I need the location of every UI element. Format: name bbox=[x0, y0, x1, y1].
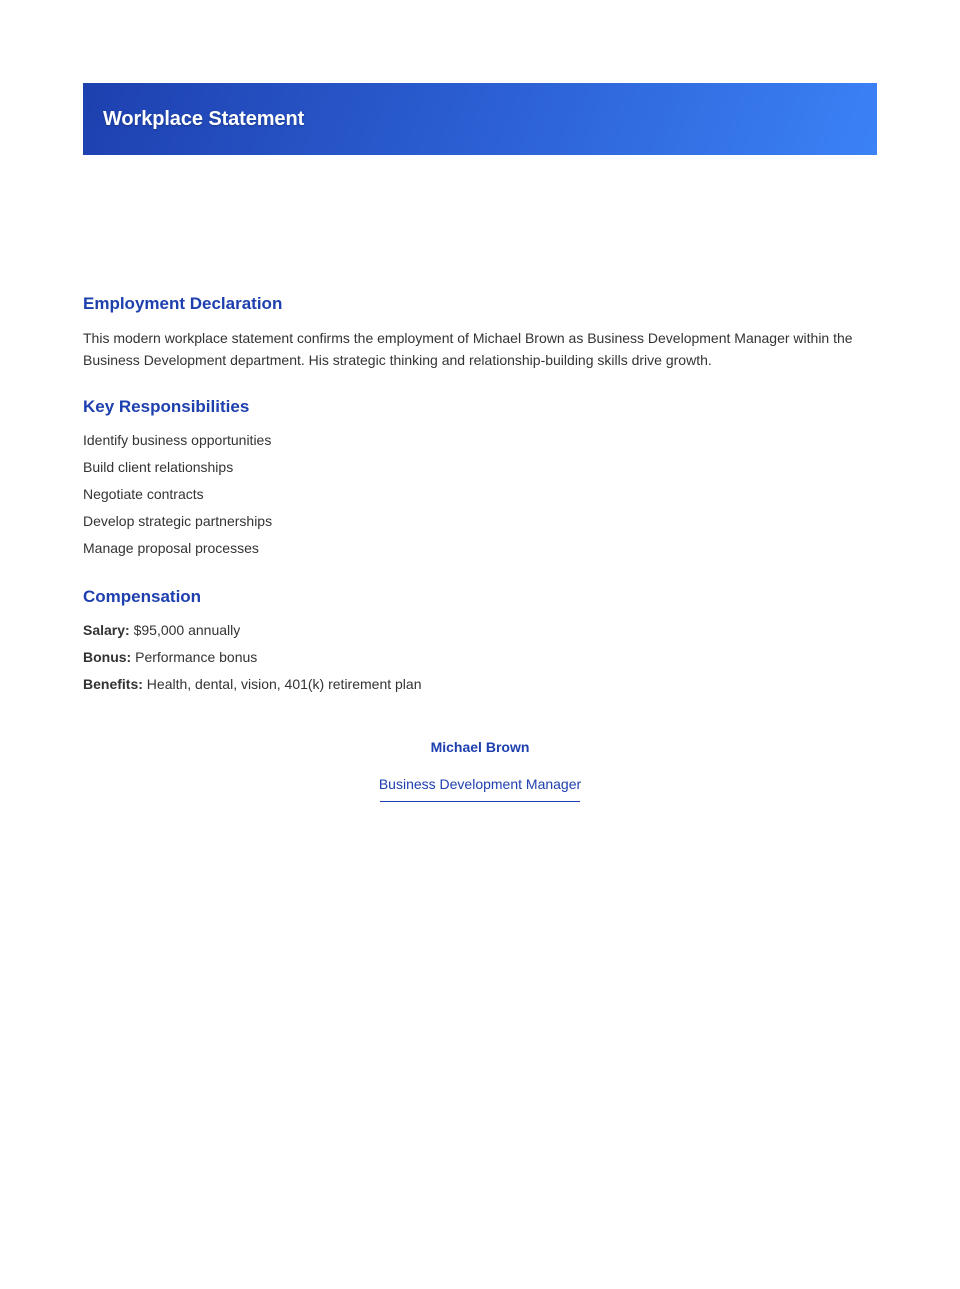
compensation-salary bbox=[83, 621, 422, 648]
employment-declaration-paragraph: This modern workplace statement confirms the employment of Michael Brown as Business Development Manager within the Business Development department. His strategic thinking and relationship-building skills drive growth. bbox=[83, 330, 853, 368]
responsibilities-list bbox=[83, 431, 272, 566]
document-page bbox=[83, 83, 877, 792]
bonus-label: Bonus: bbox=[83, 649, 132, 665]
responsibility-item: Build client relationships bbox=[83, 459, 234, 475]
signature-block bbox=[83, 738, 877, 802]
signature-title: Business Development Manager bbox=[378, 776, 582, 792]
document-header bbox=[83, 83, 877, 155]
benefits-label: Benefits: bbox=[83, 676, 143, 692]
signature-line bbox=[380, 801, 580, 802]
bonus-value: Performance bonus bbox=[135, 649, 258, 665]
key-responsibilities-heading: Key Responsibilities bbox=[83, 397, 250, 416]
signature-name: Michael Brown bbox=[430, 739, 530, 755]
document-title: Workplace Statement bbox=[103, 107, 305, 130]
compensation-heading: Compensation bbox=[83, 587, 202, 606]
compensation-list bbox=[83, 621, 422, 702]
employment-declaration-heading: Employment Declaration bbox=[83, 294, 283, 313]
salary-value: $95,000 annually bbox=[133, 622, 241, 638]
responsibility-item: Negotiate contracts bbox=[83, 486, 204, 502]
responsibility-item: Identify business opportunities bbox=[83, 432, 272, 448]
compensation-bonus bbox=[83, 648, 422, 675]
responsibility-item: Develop strategic partnerships bbox=[83, 513, 273, 529]
benefits-value: Health, dental, vision, 401(k) retirement plan bbox=[146, 676, 422, 692]
responsibility-item: Manage proposal processes bbox=[83, 540, 259, 556]
salary-label: Salary: bbox=[83, 622, 130, 638]
compensation-benefits bbox=[83, 675, 422, 702]
